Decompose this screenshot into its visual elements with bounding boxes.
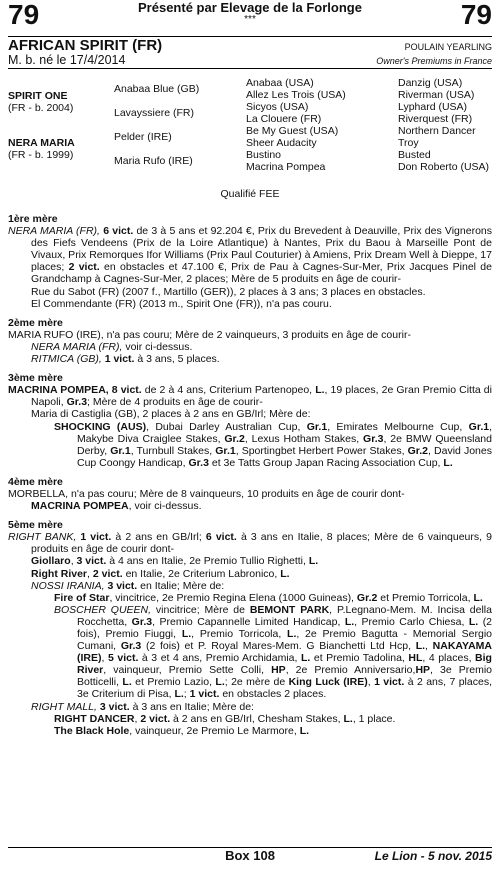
horse-birth: M. b. né le 17/4/2014 <box>8 53 126 67</box>
produce-line: RIGHT DANCER, 2 vict. à 2 ans en GB/Irl, Chesham Stakes, L., 1 place. <box>54 712 396 725</box>
ped-g1-3: Pelder (IRE) <box>114 131 172 143</box>
produce-line: The Black Hole, vainqueur, 2e Premio Le Marmore, L. <box>54 724 310 737</box>
page-header <box>8 0 492 34</box>
produce-line: Maria di Castiglia (GB), 2 places à 2 ans en GB/Irl; Mère de: <box>31 408 311 421</box>
stars: *** <box>244 14 256 25</box>
ped-g3-1: Danzig (USA) <box>398 77 463 89</box>
produce-line: SHOCKING (AUS), Dubai Darley Australian Cup, Gr.1, Emirates Melbourne Cup, Gr.1, Makybe Diva Craiglee Stakes, Gr.2, Lexus Hotham Stakes, Gr.3, 2e BMW Queensland Derby, Gr.1, Turnbull Stakes, Gr.1, Sportingbet Herbert Power Stakes, Gr.2, David Jones Cup Coongy Handicap, Gr.3 et 3e Tatts Group Japan Racing Association Cup, L. <box>54 420 493 469</box>
lot-number-left: 79 <box>8 0 40 30</box>
dam-5-paragraph: RIGHT BANK, 1 vict. à 2 ans en GB/Irl; 6 vict. à 3 ans en Italie, 8 places; Mère de 6 vainqueurs, 9 produits en âge de courir dont- <box>8 531 492 556</box>
horse-name: AFRICAN SPIRIT (FR) <box>8 37 163 54</box>
dam-3-paragraph: MACRINA POMPEA, 8 vict. de 2 à 4 ans, Criterium Partenopeo, L., 19 places, 2e Gran Premio Citta di Napoli, Gr.3; Mère de 4 produits en âge de courir- <box>8 384 492 409</box>
section-heading-2: 2ème mère <box>8 316 63 329</box>
ped-g1-2: Lavayssiere (FR) <box>114 107 194 119</box>
ped-g2-7: Bustino <box>246 149 282 161</box>
owner-premiums: Owner's Premiums in France <box>376 56 492 66</box>
produce-line: El Commendante (FR) (2013 m., Spirit One (FR)), n'a pas couru. <box>31 297 332 310</box>
dam-info: (FR - b. 1999) <box>8 149 74 161</box>
ped-g3-5: Northern Dancer <box>398 125 476 137</box>
box-number: Box 108 <box>225 848 275 863</box>
sire-name: SPIRIT ONE <box>8 90 68 102</box>
dam-name: NERA MARIA <box>8 137 75 149</box>
produce-line: RITMICA (GB), 1 vict. à 3 ans, 5 places. <box>31 353 220 366</box>
ped-g3-4: Riverquest (FR) <box>398 113 473 125</box>
ped-g2-8: Macrina Pompea <box>246 161 326 173</box>
produce-line: NERA MARIA (FR), voir ci-dessus. <box>31 340 193 353</box>
produce-line: NOSSI IRANIA, 3 vict. en Italie; Mère de: <box>31 579 225 592</box>
section-heading-5: 5ème mère <box>8 519 63 532</box>
catalogue-body <box>8 213 492 737</box>
produce-line: RIGHT MALL, 3 vict. à 3 ans en Italie; Mère de: <box>31 700 254 713</box>
ped-g2-6: Sheer Audacity <box>246 137 317 149</box>
section-heading-4: 4ème mère <box>8 475 63 488</box>
sire-info: (FR - b. 2004) <box>8 102 74 114</box>
produce-line: MACRINA POMPEA, voir ci-dessus. <box>31 500 202 513</box>
lot-number-right: 79 <box>460 0 492 30</box>
produce-line: Right River, 2 vict. en Italie, 2e Criterium Labronico, L. <box>31 567 290 580</box>
ped-g3-7: Busted <box>398 149 431 161</box>
ped-g2-1: Anabaa (USA) <box>246 77 314 89</box>
ped-g3-6: Troy <box>398 137 419 149</box>
ped-g2-4: La Clouere (FR) <box>246 113 322 125</box>
ped-g1-1: Anabaa Blue (GB) <box>114 83 200 95</box>
sale-place-date: Le Lion - 5 nov. 2015 <box>374 849 492 863</box>
section-heading-3: 3ème mère <box>8 372 63 385</box>
page-footer <box>8 850 492 864</box>
ped-g1-4: Maria Rufo (IRE) <box>114 155 193 167</box>
ped-g2-2: Allez Les Trois (USA) <box>246 89 346 101</box>
dam-4-paragraph: MORBELLA, n'a pas couru; Mère de 8 vainqueurs, 10 produits en âge de courir dont- <box>8 487 405 500</box>
produce-line: Giollaro, 3 vict. à 4 ans en Italie, 2e Premio Tullio Righetti, L. <box>31 555 319 568</box>
ped-g3-2: Riverman (USA) <box>398 89 475 101</box>
produce-line: Rue du Sabot (FR) (2007 f., Martillo (GER)), 2 places à 3 ans; 3 places en obstacles. <box>31 285 426 298</box>
pedigree-table <box>8 76 492 176</box>
ped-g2-3: Sicyos (USA) <box>246 101 309 113</box>
qualification: Qualifié FEE <box>220 188 280 200</box>
ped-g3-3: Lyphard (USA) <box>398 101 468 113</box>
ped-g3-8: Don Roberto (USA) <box>398 161 490 173</box>
ped-g2-5: Be My Guest (USA) <box>246 125 339 137</box>
dam-2-paragraph: MARIA RUFO (IRE), n'a pas couru; Mère de 2 vainqueurs, 3 produits en âge de courir- <box>8 328 411 341</box>
section-heading-1: 1ère mère <box>8 213 58 225</box>
horse-category: POULAIN YEARLING <box>404 42 492 52</box>
produce-line: BOSCHER QUEEN, vincitrice; Mère de BEMONT PARK, P.Legnano-Mem. M. Incisa della Rocchetta, Gr.3, Premio Capannelle Limited Handicap, L., Premio Carlo Chiesa, L. (2 fois), Premio Fiuggi, L., Premio Torricola, L., 2e Premio Bagutta - Memorial Sergio Cumani, Gr.3 (2 fois) et P. Royal Mares-Mem. G Bianchetti Ltd Hcp, L., NAKAYAMA (IRE), 5 vict. à 3 et 4 ans, Premio Archidamia, L. et Premio Tadolina, HL, 4 places, Big River, vainqueur, Premio Sette Colli, HP, 2e Premio Anniversario,HP, 3e Premio Botticelli, L. et Premio Lazio, L.; 2e mère de King Luck (IRE), 1 vict. à 2 ans, 7 places, 3e Criterium di Pisa, L.; 1 vict. en obstacles 2 places. <box>54 603 493 701</box>
produce-line: Fire of Star, vincitrice, 2e Premio Regina Elena (1000 Guineas), Gr.2 et Premio Torricola, L. <box>54 591 483 604</box>
dam-1-paragraph: NERA MARIA (FR), 6 vict. de 3 à 5 ans et 92.204 €, Prix du Brevedent à Deauville, Prix des Vignerons des Fiefs Vendeens (Prix de la Loire Atlantique) à Nantes, Prix du Baou à Marseille Pont de Vivaux, Prix Remorques Ifor Williams (Prix Paul Couturier) à Amiens, Prix Dream Well à Dieppe, 17 places; 2 vict. en obstacles et 47.100 €, Prix de Pau à Cagnes-Sur-Mer, Prix Jacques Pinel de Grandchamp à Cagnes-Sur-Mer, 2 places; Mère de 5 produits en âge de courir- <box>8 225 492 286</box>
title-divider <box>8 68 492 69</box>
consignor-title: Présenté par Elevage de la Forlonge <box>138 0 362 15</box>
